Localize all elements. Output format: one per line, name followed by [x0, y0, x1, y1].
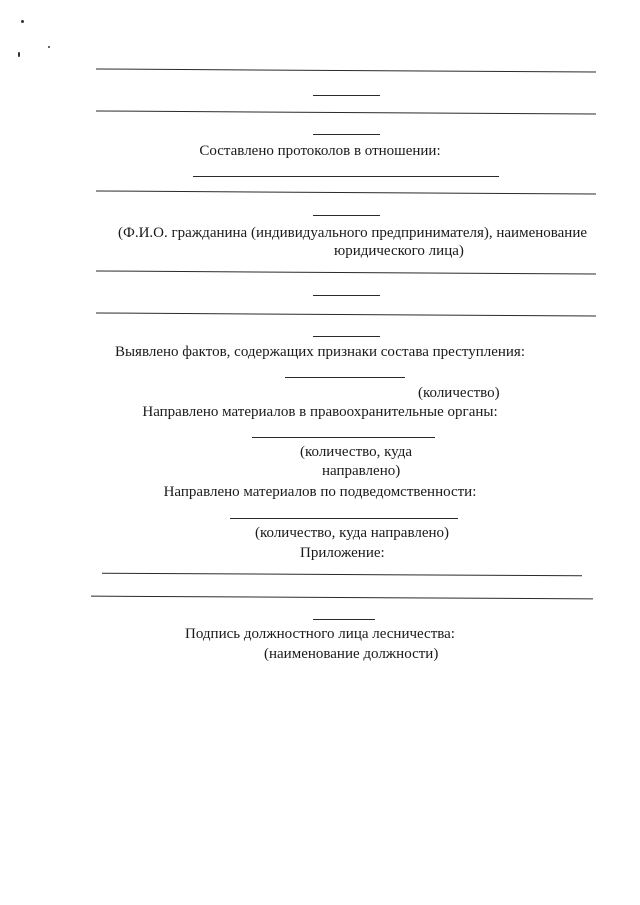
position-note: (наименование должности): [264, 646, 439, 662]
law-enforcement-note-line2: направлено): [322, 463, 401, 479]
short-line: [313, 336, 380, 337]
law-enforcement-note-line1: (количество, куда: [300, 444, 413, 460]
short-line: [313, 295, 380, 296]
scan-speck: [18, 52, 20, 57]
blank-line: [96, 312, 596, 316]
attachment-label: Приложение:: [300, 545, 385, 561]
protocols-label: Составлено протоколов в отношении:: [199, 143, 441, 159]
signature-label: Подпись должностного лица лесничества:: [185, 626, 455, 642]
blank-line: [96, 68, 596, 72]
blank-line: [96, 270, 596, 274]
person-note-line2: юридического лица): [334, 243, 464, 259]
short-line: [313, 134, 380, 135]
facts-label: Выявлено фактов, содержащих признаки состава преступления:: [114, 344, 526, 360]
scan-speck: [21, 20, 24, 23]
blank-line: [102, 573, 582, 577]
person-note-line1: (Ф.И.О. гражданина (индивидуального предпринимателя), наименование: [118, 225, 588, 241]
jurisdiction-note: (количество, куда направлено): [255, 525, 449, 541]
blank-line: [96, 110, 596, 114]
protocols-fill-line: [193, 176, 499, 177]
blank-line: [91, 596, 593, 600]
law-enforcement-label: Направлено материалов в правоохранительные органы:: [142, 404, 498, 420]
facts-fill-line: [285, 377, 405, 378]
jurisdiction-fill-line: [230, 518, 458, 519]
jurisdiction-label: Направлено материалов по подведомственности:: [163, 484, 477, 500]
scan-speck: [48, 46, 50, 48]
short-line: [313, 619, 375, 620]
short-line: [313, 95, 380, 96]
blank-line: [96, 190, 596, 194]
facts-note: (количество): [418, 385, 500, 401]
law-enforcement-fill-line: [252, 437, 435, 438]
short-line: [313, 215, 380, 216]
